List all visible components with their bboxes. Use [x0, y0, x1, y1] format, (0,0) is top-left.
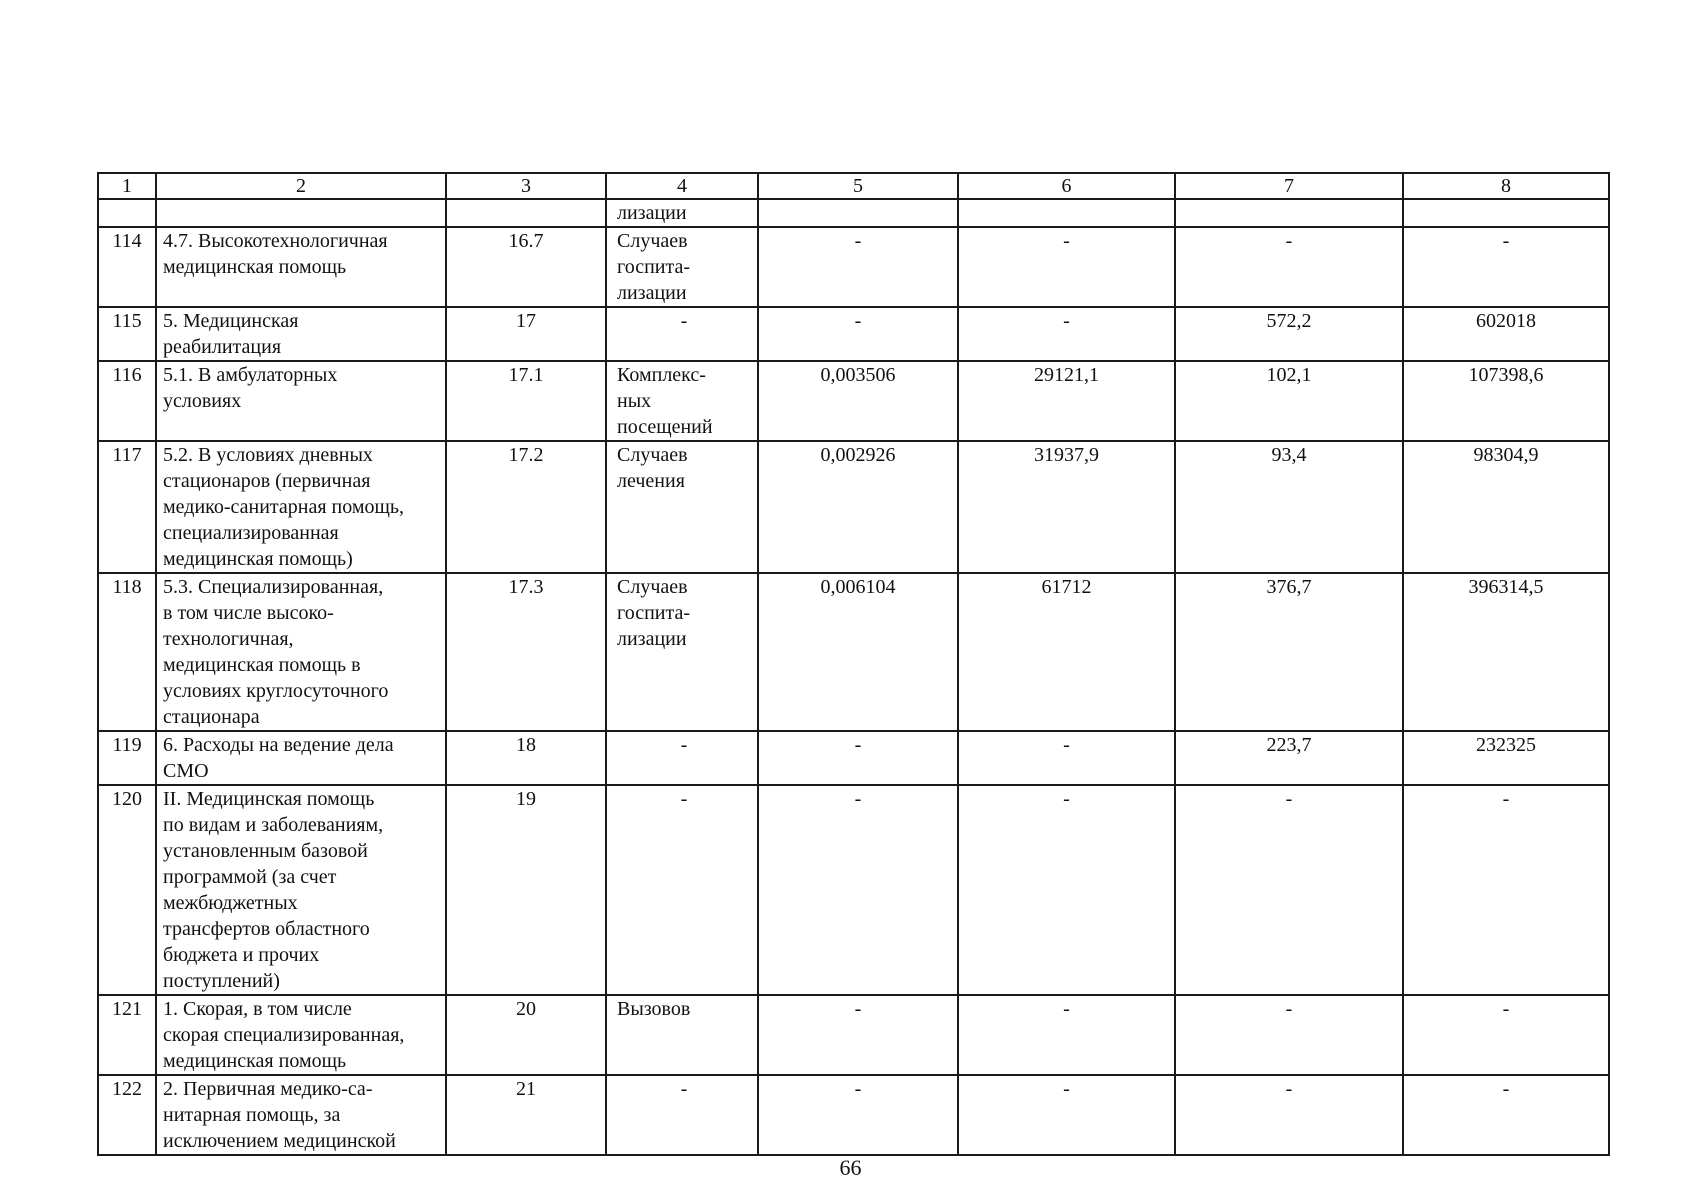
table-row: [98, 307, 1609, 361]
row-value-8: 107398,6: [1403, 361, 1609, 441]
column-number: 3: [446, 173, 606, 199]
row-value-6: -: [958, 995, 1175, 1075]
row-value-6: -: [958, 731, 1175, 785]
row-name: 1. Скорая, в том числе скорая специализированная, медицинская помощь: [156, 995, 446, 1075]
row-value-5: -: [758, 1075, 958, 1155]
row-name: 4.7. Высокотехнологичная медицинская помощь: [156, 227, 446, 307]
table-row: [98, 731, 1609, 785]
row-code: 17.3: [446, 573, 606, 731]
row-number: 116: [98, 361, 156, 441]
row-name: 6. Расходы на ведение дела СМО: [156, 731, 446, 785]
row-number: 121: [98, 995, 156, 1075]
column-number: 6: [958, 173, 1175, 199]
row-value-8: 396314,5: [1403, 573, 1609, 731]
column-number: 5: [758, 173, 958, 199]
row-value-5: -: [758, 227, 958, 307]
column-number: 4: [606, 173, 758, 199]
row-value-7: 572,2: [1175, 307, 1403, 361]
row-value-8: -: [1403, 785, 1609, 995]
table-row: [98, 995, 1609, 1075]
row-name: 5.3. Специализированная, в том числе высоко- технологичная, медицинская помощь в условиях круглосуточного стационара: [156, 573, 446, 731]
row-name: 5.1. В амбулаторных условиях: [156, 361, 446, 441]
column-number: 1: [98, 173, 156, 199]
row-code: 16.7: [446, 227, 606, 307]
row-number: 115: [98, 307, 156, 361]
row-number: 114: [98, 227, 156, 307]
row-value-7: -: [1175, 1075, 1403, 1155]
row-value-8: -: [1403, 1075, 1609, 1155]
row-name: 2. Первичная медико-са- нитарная помощь, за исключением медицинской: [156, 1075, 446, 1155]
row-code: 18: [446, 731, 606, 785]
row-code: 17.1: [446, 361, 606, 441]
row-value-6: [958, 199, 1175, 227]
row-value-7: -: [1175, 785, 1403, 995]
row-value-7: 102,1: [1175, 361, 1403, 441]
row-value-5: [758, 199, 958, 227]
row-unit: -: [606, 307, 758, 361]
row-value-8: 232325: [1403, 731, 1609, 785]
row-number: 122: [98, 1075, 156, 1155]
row-number: 118: [98, 573, 156, 731]
row-number: 119: [98, 731, 156, 785]
row-name: II. Медицинская помощь по видам и заболеваниям, установленным базовой программой (за счет межбюджетных трансфертов областного бюджета и прочих поступлений): [156, 785, 446, 995]
row-value-7: 223,7: [1175, 731, 1403, 785]
row-value-5: -: [758, 731, 958, 785]
page-number: 66: [839, 1155, 862, 1180]
table-row: [98, 227, 1609, 307]
data-table: [97, 172, 1610, 1156]
row-value-6: -: [958, 307, 1175, 361]
table-row: [98, 573, 1609, 731]
row-unit: Вызовов: [606, 995, 758, 1075]
row-number: 117: [98, 441, 156, 573]
row-value-5: 0,006104: [758, 573, 958, 731]
row-value-5: -: [758, 307, 958, 361]
row-value-5: -: [758, 785, 958, 995]
column-number-row: [98, 173, 1609, 199]
row-value-6: 29121,1: [958, 361, 1175, 441]
table-row: [98, 361, 1609, 441]
column-number: 8: [1403, 173, 1609, 199]
row-value-8: 602018: [1403, 307, 1609, 361]
row-value-7: -: [1175, 227, 1403, 307]
row-unit: лизации: [606, 199, 758, 227]
row-number: 120: [98, 785, 156, 995]
column-number: 2: [156, 173, 446, 199]
row-code: [446, 199, 606, 227]
table-row: [98, 199, 1609, 227]
row-value-6: -: [958, 227, 1175, 307]
row-value-5: 0,003506: [758, 361, 958, 441]
row-value-8: [1403, 199, 1609, 227]
row-value-7: 93,4: [1175, 441, 1403, 573]
row-unit: Случаев госпита- лизации: [606, 573, 758, 731]
table-row: [98, 441, 1609, 573]
row-value-6: -: [958, 785, 1175, 995]
row-name: 5. Медицинская реабилитация: [156, 307, 446, 361]
table-row: [98, 1075, 1609, 1155]
table-row: [98, 785, 1609, 995]
row-value-7: -: [1175, 995, 1403, 1075]
row-value-8: 98304,9: [1403, 441, 1609, 573]
row-code: 21: [446, 1075, 606, 1155]
row-value-5: 0,002926: [758, 441, 958, 573]
row-unit: Случаев лечения: [606, 441, 758, 573]
row-value-6: -: [958, 1075, 1175, 1155]
row-value-7: [1175, 199, 1403, 227]
row-code: 19: [446, 785, 606, 995]
row-code: 17.2: [446, 441, 606, 573]
row-value-6: 61712: [958, 573, 1175, 731]
row-unit: -: [606, 731, 758, 785]
row-code: 20: [446, 995, 606, 1075]
row-value-6: 31937,9: [958, 441, 1175, 573]
row-value-7: 376,7: [1175, 573, 1403, 731]
row-number: [98, 199, 156, 227]
row-value-8: -: [1403, 995, 1609, 1075]
row-name: [156, 199, 446, 227]
row-value-8: -: [1403, 227, 1609, 307]
row-unit: Случаев госпита- лизации: [606, 227, 758, 307]
row-name: 5.2. В условиях дневных стационаров (первичная медико-санитарная помощь, специализированная медицинская помощь): [156, 441, 446, 573]
row-unit: Комплекс- ных посещений: [606, 361, 758, 441]
row-unit: -: [606, 1075, 758, 1155]
row-unit: -: [606, 785, 758, 995]
row-code: 17: [446, 307, 606, 361]
column-number: 7: [1175, 173, 1403, 199]
row-value-5: -: [758, 995, 958, 1075]
